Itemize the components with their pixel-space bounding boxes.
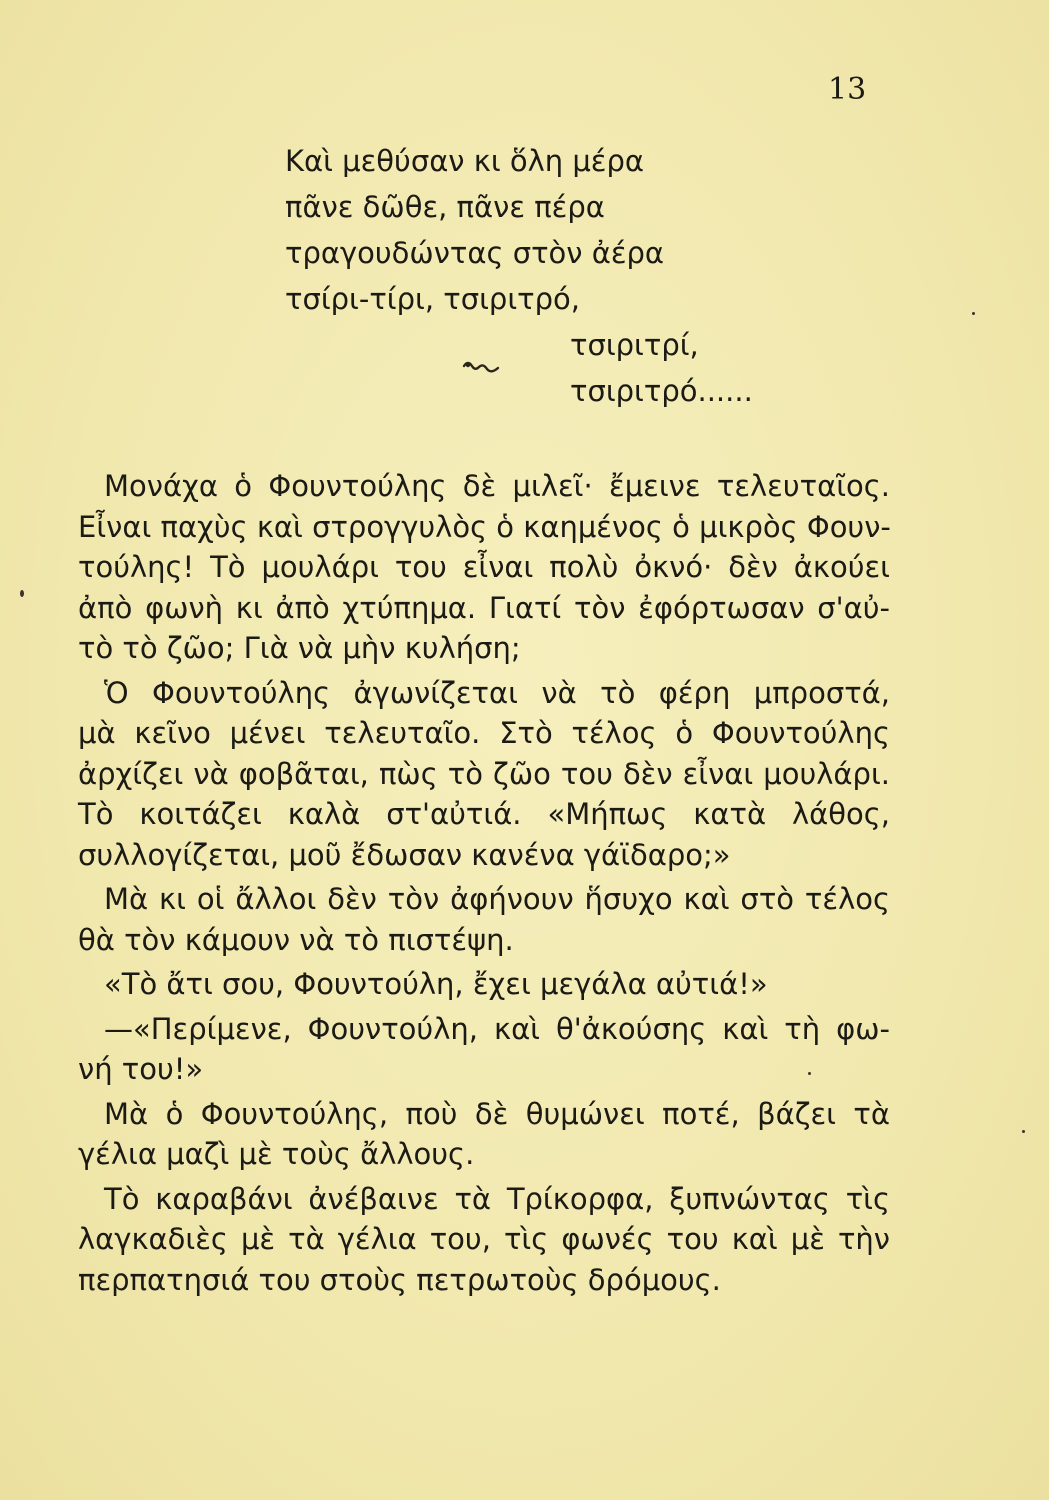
text-line: Τὸ κοιτάζει καλὰ στ'αὐτιά. «Μήπως κατὰ λάθος, bbox=[78, 797, 890, 831]
text-line: Εἶναι παχὺς καὶ στρογγυλὸς ὁ καημένος ὁ μικρὸς Φουν- bbox=[78, 509, 891, 544]
paper-speck bbox=[808, 1072, 811, 1075]
prose-body bbox=[78, 466, 890, 1300]
text-line: Μὰ ὁ Φουντούλης, ποὺ δὲ θυμώνει ποτέ, βάζει τὰ bbox=[104, 1096, 890, 1131]
verse-stanza bbox=[285, 138, 845, 414]
verse-line: τσιριτρί, bbox=[570, 328, 699, 362]
verse-line: πᾶνε δῶθε, πᾶνε πέρα bbox=[285, 190, 605, 224]
text-line: ἀρχίζει νὰ φοβᾶται, πὼς τὸ ζῶο του δὲν εἶναι μουλάρι. bbox=[78, 756, 890, 791]
paper-speck bbox=[1022, 1130, 1025, 1133]
text-line: Μὰ κι οἱ ἄλλοι δὲν τὸν ἀφήνουν ἥσυχο καὶ στὸ τέλος bbox=[104, 882, 890, 916]
text-line: μὰ κεῖνο μένει τελευταῖο. Στὸ τέλος ὁ Φουντούλης bbox=[78, 716, 890, 750]
text-line: λαγκαδιὲς μὲ τὰ γέλια του, τὶς φωνές του καὶ μὲ τὴν bbox=[78, 1222, 890, 1256]
text-line: περπατησιά του στοὺς πετρωτοὺς δρόμους. bbox=[78, 1262, 721, 1297]
ornament-icon bbox=[462, 360, 500, 376]
verse-line: Καὶ μεθύσαν κι ὅλη μέρα bbox=[285, 144, 645, 178]
text-line: «Τὸ ἄτι σου, Φουντούλη, ἔχει μεγάλα αὐτιά!» bbox=[104, 967, 768, 1001]
text-line: Ὁ Φουντούλης ἀγωνίζεται νὰ τὸ φέρη μπροστά, bbox=[104, 675, 890, 710]
verse-line: τσιριτρό...... bbox=[570, 374, 753, 408]
text-line: συλλογίζεται, μοῦ ἔδωσαν κανένα γάϊδαρο;» bbox=[78, 837, 731, 872]
text-line: ἀπὸ φωνὴ κι ἀπὸ χτύπημα. Γιατί τὸν ἐφόρτωσαν σ'αὐ- bbox=[78, 590, 890, 625]
text-line: —«Περίμενε, Φουντούλη, καὶ θ'ἀκούσης καὶ τὴ φω- bbox=[104, 1011, 890, 1046]
text-line: Μονάχα ὁ Φουντούλης δὲ μιλεῖ· ἔμεινε τελευταῖος. bbox=[104, 469, 890, 503]
text-line: Τὸ καραβάνι ἀνέβαινε τὰ Τρίκορφα, ξυπνώντας τὶς bbox=[104, 1181, 890, 1216]
text-line: γέλια μαζὶ μὲ τοὺς ἄλλους. bbox=[78, 1137, 475, 1171]
text-line: νή του!» bbox=[78, 1052, 204, 1086]
verse-line: τραγουδώντας στὸν ἀέρα bbox=[285, 236, 665, 270]
page-number: 13 bbox=[828, 72, 867, 107]
text-line: τούλης! Τὸ μουλάρι του εἶναι πολὺ ὀκνό· δὲν ἀκούει bbox=[78, 550, 890, 584]
text-line: τὸ τὸ ζῶο; Γιὰ νὰ μὴν κυλήση; bbox=[78, 631, 521, 665]
paper-speck bbox=[972, 312, 975, 315]
verse-line: τσίρι-τίρι, τσιριτρό, bbox=[285, 282, 580, 316]
paper-speck bbox=[20, 590, 24, 597]
text-line: θὰ τὸν κάμουν νὰ τὸ πιστέψη. bbox=[78, 922, 514, 957]
